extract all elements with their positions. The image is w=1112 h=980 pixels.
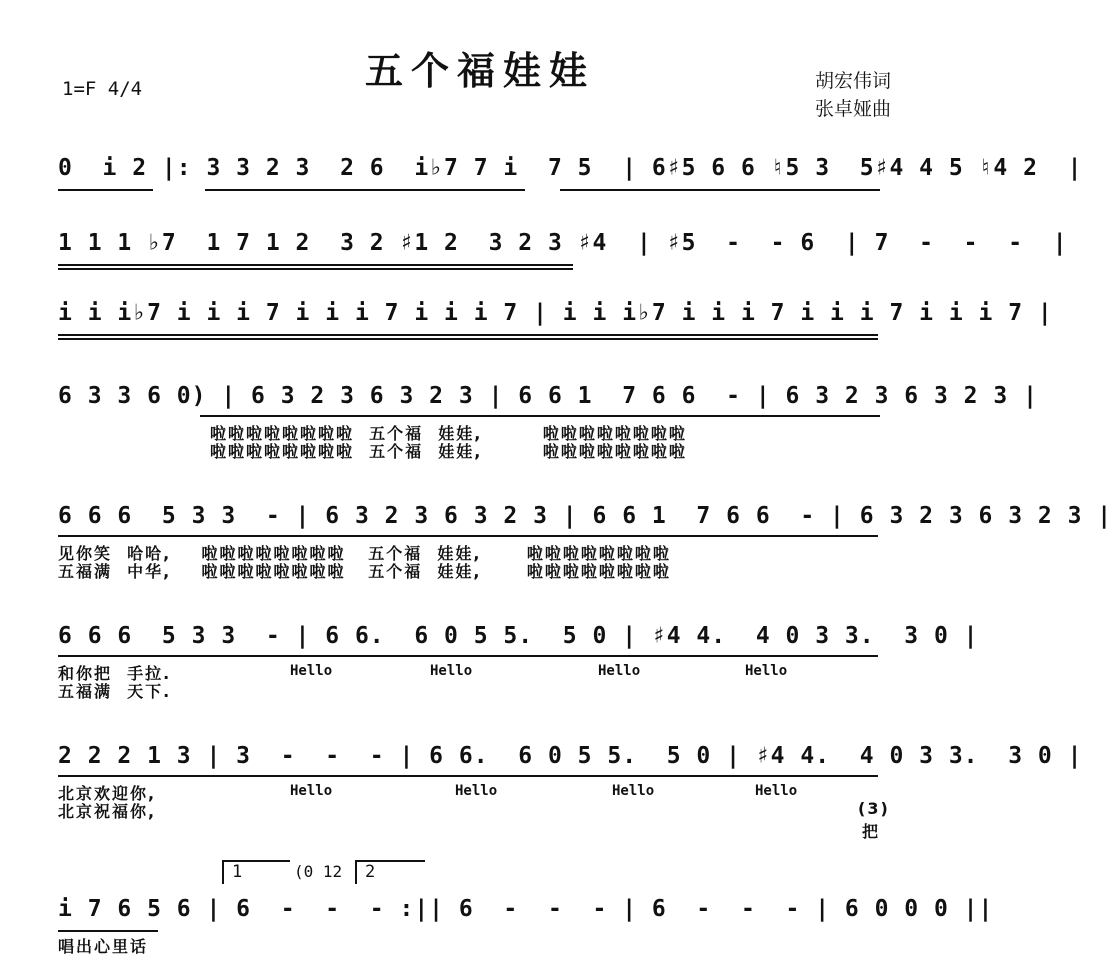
beam xyxy=(58,655,878,657)
hello-lyric: Hello xyxy=(290,663,333,679)
key-signature: 1=F 4/4 xyxy=(62,78,143,100)
melody-line: 0 i 2 |: 3 3 2 3 2 6 i♭7 7 i 7 5 | 6♯5 6 6 ♮5 3 5♯4 4 5 ♮4 2 | xyxy=(58,155,1083,181)
hello-lyric: Hello xyxy=(612,783,655,799)
lyrics-verse-1: 啦啦啦啦啦啦啦啦 五个福 娃娃, 啦啦啦啦啦啦啦啦 xyxy=(210,424,687,443)
footnote-3: (3) xyxy=(858,799,890,818)
beam xyxy=(58,338,878,340)
melody-line: i i i♭7 i i i 7 i i i 7 i i i 7 | i i i♭7 i i i 7 i i i 7 i i i 7 | xyxy=(58,300,1053,326)
melody-line: i 7 6 5 6 | 6 - - - :|| 6 - - - | 6 - - - | 6 0 0 0 || xyxy=(58,896,994,922)
melody-line: 6 6 6 5 3 3 - | 6 6. 6 0 5 5. 5 0 | ♯4 4. 4 0 3 3. 3 0 | xyxy=(58,623,979,649)
lyrics-verse-2: 五福满 天下. xyxy=(58,682,172,701)
beam xyxy=(58,268,573,270)
volta-1-bracket: 1 xyxy=(222,860,290,884)
composer-credit: 张卓娅曲 xyxy=(815,98,892,120)
beam xyxy=(205,189,525,191)
hello-lyric: Hello xyxy=(755,783,798,799)
volta-1-note: (0 12 xyxy=(294,862,343,881)
beam xyxy=(58,535,878,537)
beam xyxy=(58,189,153,191)
lyrics-verse-1: 北京欢迎你, xyxy=(58,784,157,803)
song-title: 五个福娃娃 xyxy=(364,49,595,93)
hello-lyric: Hello xyxy=(745,663,788,679)
hello-lyric: Hello xyxy=(430,663,473,679)
melody-line: 6 6 6 5 3 3 - | 6 3 2 3 6 3 2 3 | 6 6 1 7 6 6 - | 6 3 2 3 6 3 2 3 | xyxy=(58,503,1112,529)
beam xyxy=(560,189,880,191)
lyricist-credit: 胡宏伟词 xyxy=(815,70,892,92)
melody-line: 1 1 1 ♭7 1 7 1 2 3 2 ♯1 2 3 2 3 ♯4 | ♯5 - - 6 | 7 - - - | xyxy=(58,230,1068,256)
lyrics-verse-2: 啦啦啦啦啦啦啦啦 五个福 娃娃, 啦啦啦啦啦啦啦啦 xyxy=(210,442,687,461)
beam xyxy=(58,930,158,932)
lyrics-verse-2: 五福满 中华, 啦啦啦啦啦啦啦啦 五个福 娃娃, 啦啦啦啦啦啦啦啦 xyxy=(58,562,671,581)
beam xyxy=(200,415,880,417)
hello-lyric: Hello xyxy=(455,783,498,799)
beam xyxy=(58,334,878,336)
lyrics-verse-1: 见你笑 哈哈, 啦啦啦啦啦啦啦啦 五个福 娃娃, 啦啦啦啦啦啦啦啦 xyxy=(58,544,671,563)
beam xyxy=(58,264,573,266)
melody-line: 2 2 2 1 3 | 3 - - - | 6 6. 6 0 5 5. 5 0 | ♯4 4. 4 0 3 3. 3 0 | xyxy=(58,743,1083,769)
volta-2-bracket: 2 xyxy=(355,860,425,884)
footnote-ba: 把 xyxy=(862,822,881,841)
lyrics-verse-1: 唱出心里话 xyxy=(58,937,149,956)
melody-line: 6 3 3 6 0) | 6 3 2 3 6 3 2 3 | 6 6 1 7 6 6 - | 6 3 2 3 6 3 2 3 | xyxy=(58,383,1038,409)
lyrics-verse-2: 北京祝福你, xyxy=(58,802,157,821)
hello-lyric: Hello xyxy=(290,783,333,799)
beam xyxy=(58,775,878,777)
hello-lyric: Hello xyxy=(598,663,641,679)
lyrics-verse-1: 和你把 手拉. xyxy=(58,664,172,683)
